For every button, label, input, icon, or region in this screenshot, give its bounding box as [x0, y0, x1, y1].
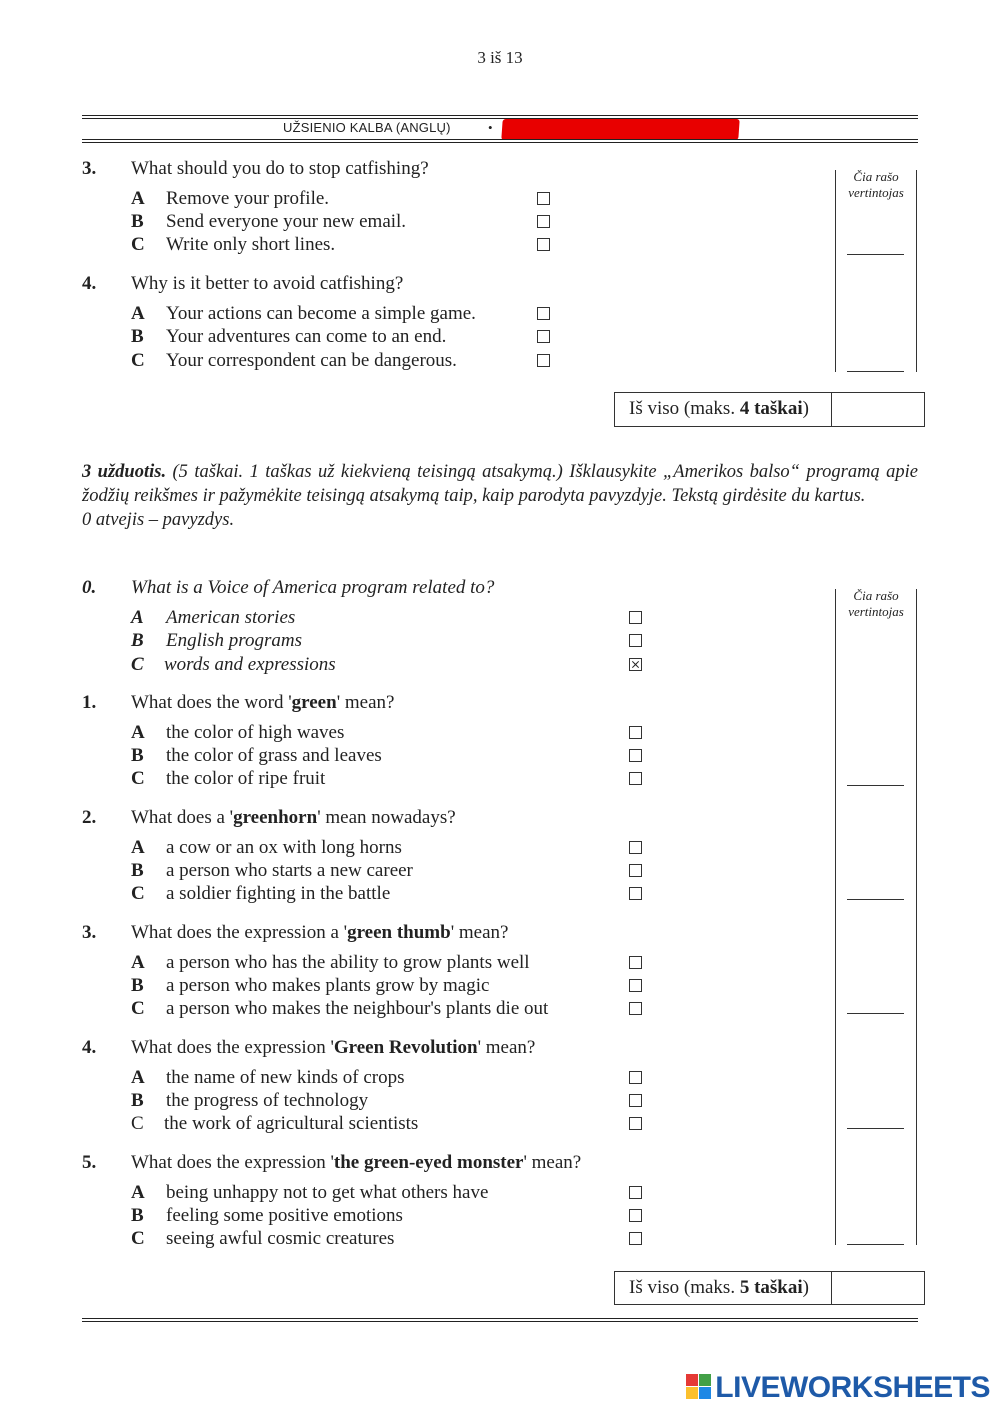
answer-checkbox[interactable] [629, 1094, 642, 1107]
score-blank[interactable] [847, 1244, 904, 1245]
answer-checkbox[interactable] [629, 772, 642, 785]
option-text: a person who has the ability to grow plants well [166, 952, 530, 973]
answer-checkbox[interactable] [629, 1117, 642, 1130]
question-number: 2. [82, 807, 97, 828]
option-letter: B [131, 1090, 144, 1111]
header-subject: UŽSIENIO KALBA (ANGLŲ) [283, 120, 451, 135]
option-letter: C [131, 1113, 144, 1134]
option-letter: B [131, 326, 144, 347]
answer-checkbox[interactable] [629, 841, 642, 854]
option-letter: A [131, 1182, 145, 1203]
option-text: feeling some positive emotions [166, 1205, 403, 1226]
total-score-box [614, 392, 925, 427]
answer-checkbox[interactable] [537, 330, 550, 343]
redaction-mark [501, 119, 739, 140]
evaluator-label: Čia rašo vertintojas [848, 169, 904, 200]
option-text: a person who makes the neighbour's plants die out [166, 998, 549, 1019]
total-label: Iš viso (maks. 5 taškai) [629, 1277, 809, 1298]
answer-checkbox[interactable] [629, 1232, 642, 1245]
header-rule-bottom-2 [82, 142, 918, 143]
option-letter: B [131, 975, 144, 996]
option-letter: C [131, 1228, 145, 1249]
score-blank[interactable] [847, 254, 904, 255]
answer-checkbox [629, 611, 642, 624]
question-number: 5. [82, 1152, 97, 1173]
option-letter: B [131, 860, 144, 881]
header-rule-bottom [82, 139, 918, 140]
option-text: the name of new kinds of crops [166, 1067, 405, 1088]
question-number: 4. [82, 273, 97, 294]
score-blank[interactable] [847, 1013, 904, 1014]
option-text: a person who makes plants grow by magic [166, 975, 490, 996]
option-letter: A [131, 303, 145, 324]
option-letter: C [131, 883, 145, 904]
option-letter: C [131, 998, 145, 1019]
evaluator-column-left [835, 589, 836, 1245]
option-letter: C [131, 234, 145, 255]
logo-icon [686, 1374, 712, 1400]
option-text: the color of ripe fruit [166, 768, 326, 789]
option-letter: C [131, 654, 144, 675]
option-text: words and expressions [164, 654, 336, 675]
example-note: 0 atvejis – pavyzdys. [82, 510, 235, 530]
answer-checkbox[interactable] [629, 1071, 642, 1084]
option-text: a person who starts a new career [166, 860, 413, 881]
answer-checkbox-checked [629, 658, 642, 671]
answer-checkbox[interactable] [537, 192, 550, 205]
option-text: the color of grass and leaves [166, 745, 382, 766]
option-letter: B [131, 1205, 144, 1226]
question-number: 4. [82, 1037, 97, 1058]
option-text: Send everyone your new email. [166, 211, 407, 232]
question-text: What should you do to stop catfishing? [131, 158, 429, 179]
option-letter: B [131, 745, 144, 766]
option-letter: A [131, 722, 145, 743]
option-letter: A [131, 837, 145, 858]
question-number: 1. [82, 692, 97, 713]
liveworksheets-logo: LIVEWORKSHEETS [686, 1371, 990, 1405]
option-letter: A [131, 188, 145, 209]
evaluator-column-right [916, 170, 917, 372]
option-text: a soldier fighting in the battle [166, 883, 391, 904]
example-question: What is a Voice of America program related to? [131, 577, 495, 598]
question-text: What does the word 'green' mean? [131, 692, 395, 713]
answer-checkbox[interactable] [629, 864, 642, 877]
question-text: What does the expression 'Green Revolution' mean? [131, 1037, 536, 1058]
header-rule-top-2 [82, 118, 918, 119]
option-text: English programs [166, 630, 303, 651]
option-text: the progress of technology [166, 1090, 369, 1111]
score-blank[interactable] [847, 1128, 904, 1129]
task-instructions: 3 užduotis. (5 taškai. 1 taškas už kiekvieną teisingą atsakymą.) Išklausykite „Amerikos balso“ programą apie žodžių reikšmes ir pažymėkite teisingą atsakymą taip, kaip parodyta pavyzdyje. Tekstą girdėsite du kartus. 0 atvejis – pavyzdys. [82, 462, 918, 530]
question-number: 3. [82, 158, 97, 179]
answer-checkbox[interactable] [537, 215, 550, 228]
answer-checkbox[interactable] [537, 238, 550, 251]
score-blank[interactable] [847, 785, 904, 786]
example-number: 0. [82, 577, 97, 598]
score-blank[interactable] [847, 899, 904, 900]
question-number: 3. [82, 922, 97, 943]
option-text: the color of high waves [166, 722, 345, 743]
answer-checkbox[interactable] [629, 979, 642, 992]
question-text: What does a 'greenhorn' mean nowadays? [131, 807, 456, 828]
answer-checkbox[interactable] [537, 354, 550, 367]
option-text: Your actions can become a simple game. [166, 303, 476, 324]
header-bullet: • [488, 120, 493, 135]
option-letter: C [131, 768, 145, 789]
answer-checkbox[interactable] [629, 726, 642, 739]
answer-checkbox[interactable] [629, 749, 642, 762]
answer-checkbox[interactable] [629, 956, 642, 969]
option-letter: A [131, 607, 144, 628]
option-letter: B [131, 630, 144, 651]
page-number: 3 iš 13 [477, 48, 523, 67]
question-text: What does the expression 'the green-eyed monster' mean? [131, 1152, 582, 1173]
answer-checkbox[interactable] [629, 1002, 642, 1015]
option-text: seeing awful cosmic creatures [166, 1228, 395, 1249]
option-text: Remove your profile. [166, 188, 330, 209]
answer-checkbox [629, 634, 642, 647]
option-text: Your adventures can come to an end. [166, 326, 447, 347]
evaluator-column-right [916, 589, 917, 1245]
score-blank[interactable] [847, 371, 904, 372]
answer-checkbox[interactable] [629, 1209, 642, 1222]
question-text: Why is it better to avoid catfishing? [131, 273, 404, 294]
option-letter: A [131, 952, 145, 973]
total-score-box [614, 1271, 925, 1305]
option-text: Your correspondent can be dangerous. [166, 350, 457, 371]
option-text: the work of agricultural scientists [164, 1113, 419, 1134]
footer-rule-2 [82, 1321, 918, 1322]
option-letter: B [131, 211, 144, 232]
answer-checkbox[interactable] [629, 887, 642, 900]
option-text: being unhappy not to get what others have [166, 1182, 489, 1203]
option-text: American stories [166, 607, 296, 628]
question-text: What does the expression a 'green thumb' mean? [131, 922, 509, 943]
evaluator-label: Čia rašo vertintojas [848, 588, 904, 619]
footer-rule [82, 1318, 918, 1319]
option-letter: C [131, 350, 145, 371]
answer-checkbox[interactable] [537, 307, 550, 320]
task-title: 3 užduotis. [82, 462, 167, 482]
header-rule-top [82, 115, 918, 116]
answer-checkbox[interactable] [629, 1186, 642, 1199]
option-text: a cow or an ox with long horns [166, 837, 402, 858]
option-text: Write only short lines. [166, 234, 336, 255]
total-label: Iš viso (maks. 4 taškai) [629, 398, 809, 419]
option-letter: A [131, 1067, 145, 1088]
